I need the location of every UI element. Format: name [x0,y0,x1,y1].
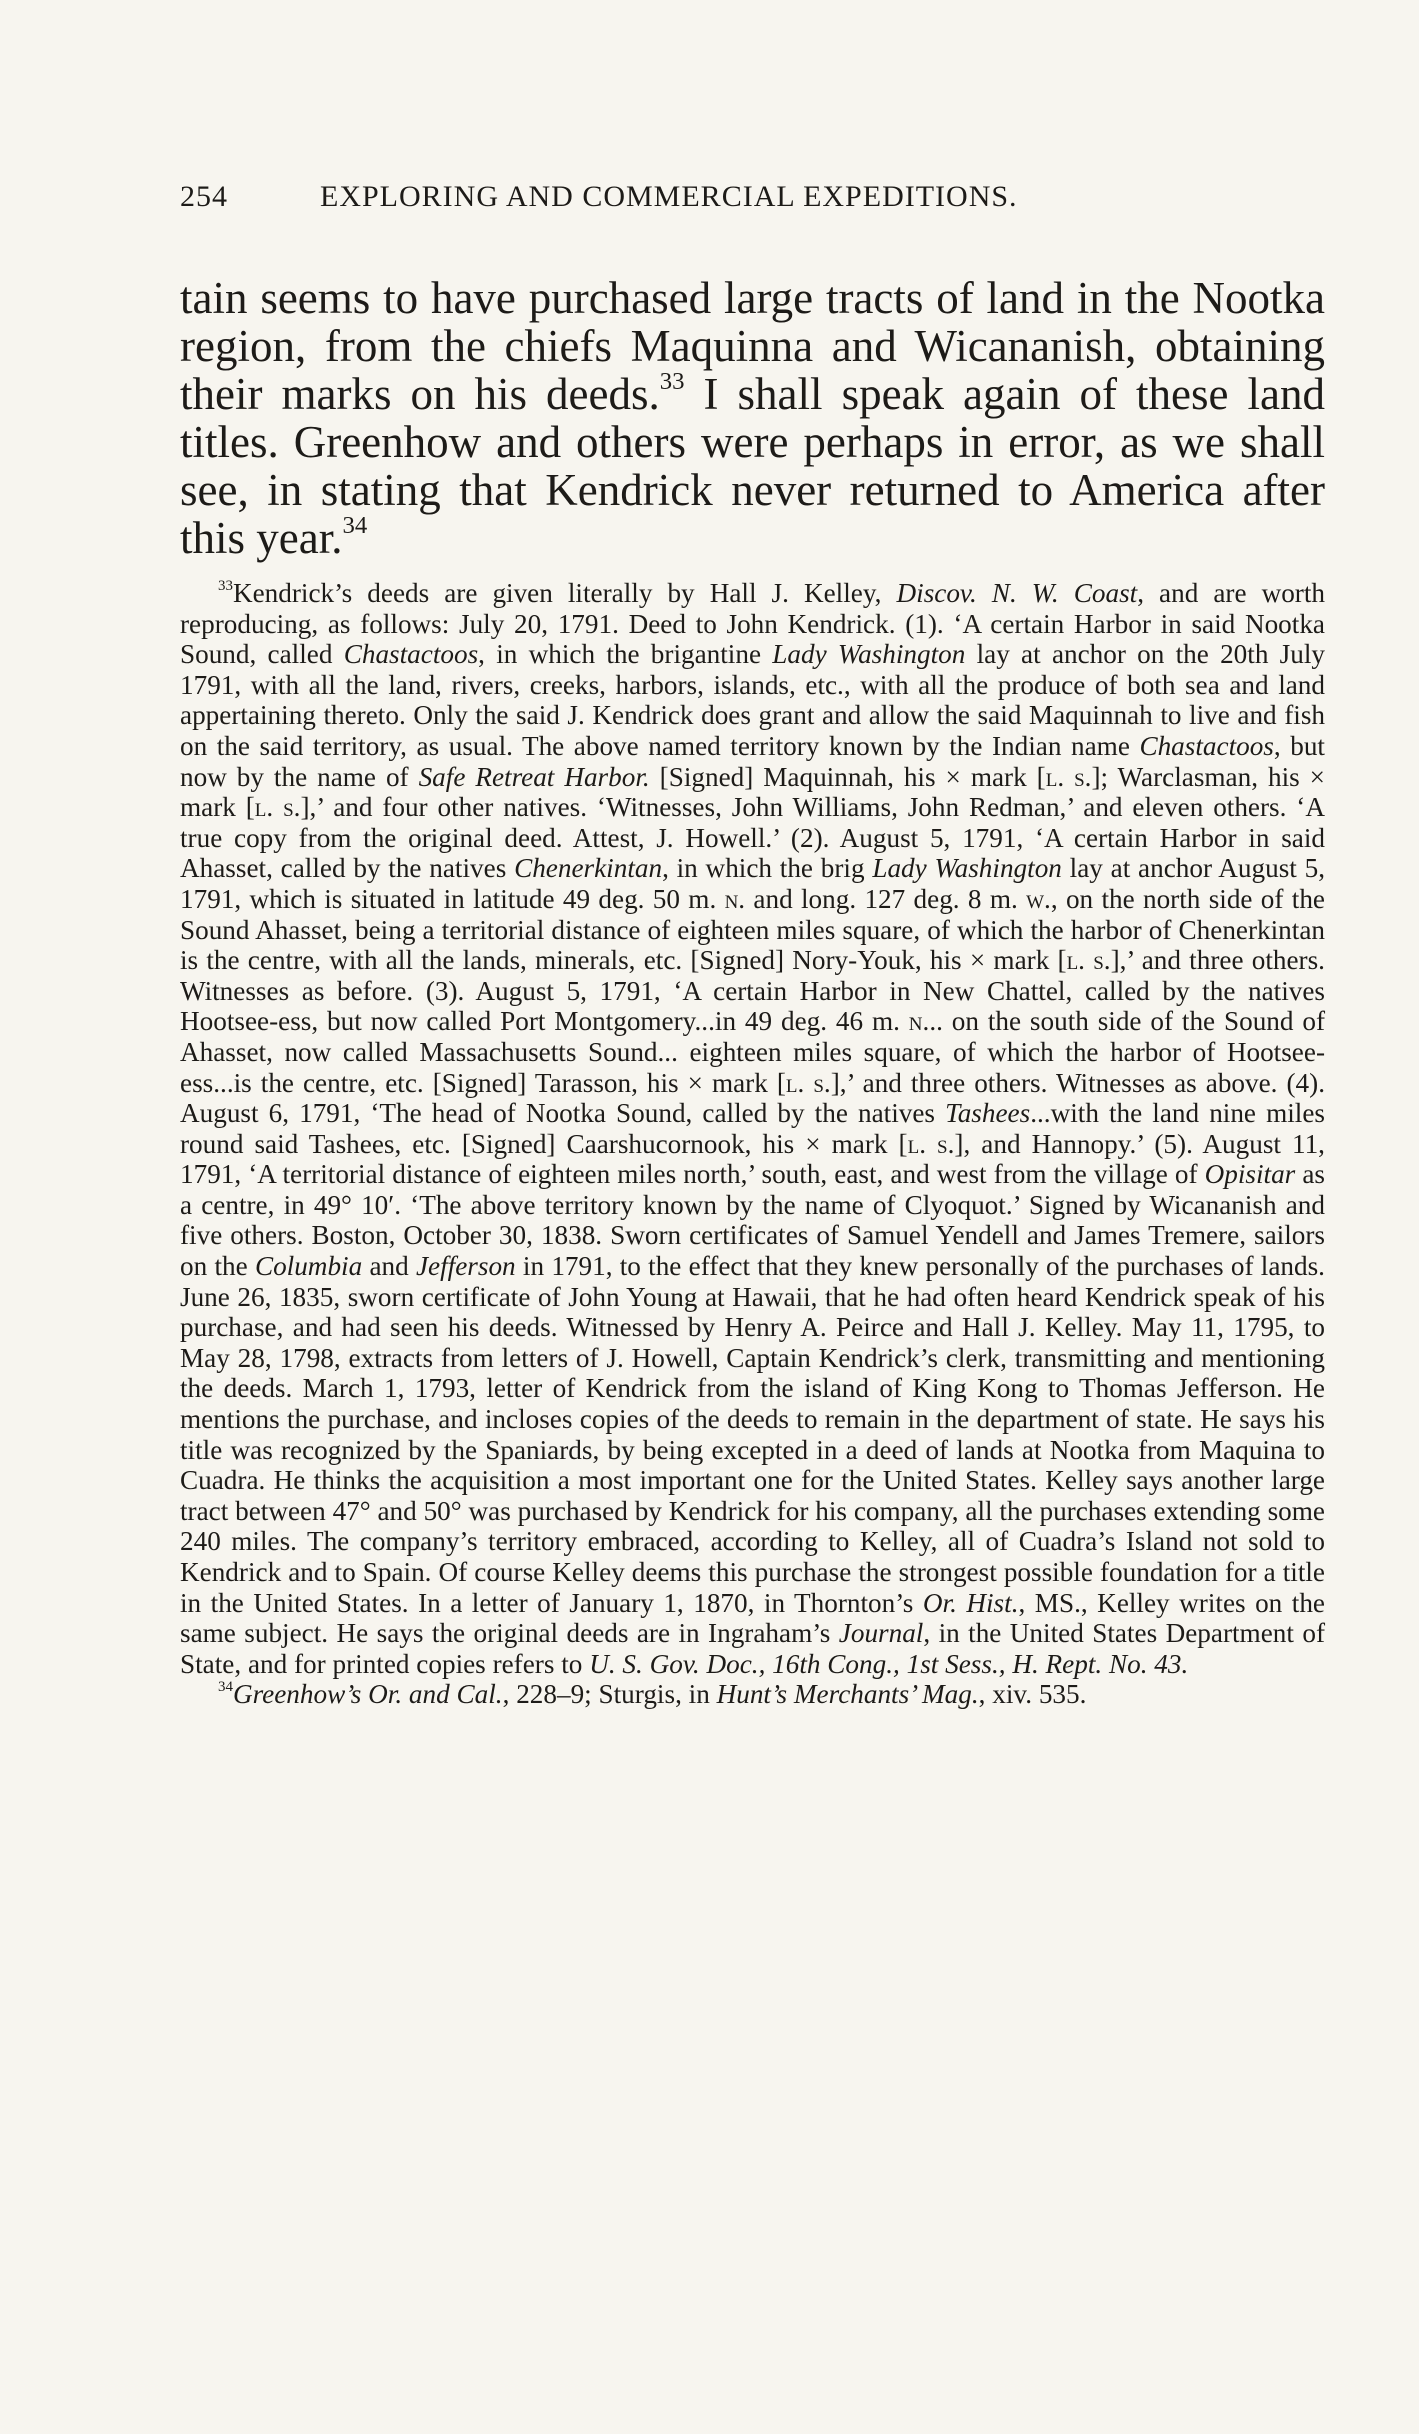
note-marker: 34 [342,512,368,540]
footnote-34 [180,1679,1325,1710]
italic-run: Tashees [945,1098,1031,1129]
italic-run: Columbia [254,1251,363,1282]
small-caps-run: n. [724,883,746,914]
text-run: lay at anchor August 5, 1791, which is situated in latitude 49 deg. 50 m. [180,853,1326,914]
italic-run: Jefferson [415,1251,516,1282]
text-run: as a centre, in 49° 10′. ‘The above territory known by the name of Clyoquot.’ Signed by Wicananish and five others. Boston, October 30, 1838. Sworn certificates of Samuel Yendell and James Tremere, sailors on the [180,1159,1325,1282]
note-marker: 33 [218,578,233,595]
text-run: and long. 127 deg. 8 m. [745,883,1027,914]
text-run: [Signed] Maquinnah, his × mark [ [649,761,1046,792]
text-run: ]; Warclasman, his × mark [ [180,761,1325,823]
text-run: , 228–9; Sturgis, in [502,1679,717,1710]
text-run: , in which the brig [662,853,873,884]
italic-run: Lady Washington [872,853,1062,884]
text-run: Kendrick’s deeds are given literally by Hall J. Kelley, [232,578,897,608]
running-head [180,180,1325,220]
text-run: and [362,1251,416,1282]
text-run: tain seems to have purchased large tracts of land in the Nootka region, from the chiefs Maquinna and Wicananish, obtaining their marks on his deeds. [180,273,1325,419]
small-caps-run: l. s. [254,792,301,823]
text-run: , and are worth reproducing, as follows: July 20, 1791. Deed to John Kendrick. (1). ‘A certain Harbor in said Nootka Sound, called [180,578,1325,670]
italic-run: Or. Hist. [922,1587,1019,1618]
text-run: ],’ and three others. Witnesses as before. (3). August 5, 1791, ‘A certain Harbor in New Chattel, called by the natives Hootsee-ess, but now called Port Montgomery...in 49 deg. 46 m. [180,945,1325,1037]
italic-run: Opisitar [1204,1159,1296,1190]
small-caps-run: n. [908,1006,930,1037]
small-caps-run: l. s. [1066,945,1111,976]
italic-run: Journal [838,1618,924,1649]
text-run: in 1791, to the effect that they knew personally of the purchases of lands. June 26, 1835, sworn certificate of John Young at Hawaii, that he had often heard Kendrick speak of his purchase, and had seen his deeds. Witnessed by Henry A. Peirce and Hall J. Kelley. May 11, 1795, to May 28, 1798, extracts from letters of J. Howell, Captain Kendrick’s clerk, transmitting and mentioning the deeds. March 1, 1793, letter of Kendrick from the island of King Kong to Thomas Jefferson. He mentions the purchase, and incloses copies of the deeds to remain in the department of state. He says his title was recognized by the Spaniards, by being excepted in a deed of lands at Nootka from Maquina to Cuadra. He thinks the acquisition a most important one for the United States. Kelley says another large tract between 47° and 50° was purchased by Kendrick for his company, all the purchases extending some 240 miles. The company’s territory embraced, according to Kelley, all of Cuadra’s Island not sold to Kendrick and to Spain. Of course Kelley deems this purchase the strongest possible foundation for a title in the United States. In a letter of January 1, 1870, in Thornton’s [180,1251,1325,1618]
text-run: ],’ and three others. Witnesses as above. (4). August 6, 1791, ‘The head of Nootka Sound, called by the natives [180,1067,1325,1129]
note-marker: 34 [218,1679,233,1696]
text-run: .. on the south side of the Sound of Ahasset, now called Massachusetts Sound... eighteen miles square, of which the harbor of Hootsee-ess...is the centre, etc. [Signed] Tarasson, his × mark [ [180,1006,1325,1098]
text-run: I shall speak again of these land titles. Greenhow and others were perhaps in error, as we shall see, in stating that Kendrick never returned to America after this year. [180,369,1325,563]
small-caps-run: l. s. [1045,761,1092,792]
text-run: , xiv. 535. [978,1679,1087,1710]
footnotes [180,578,1325,1710]
text-run: , in which the brigantine [478,639,773,670]
italic-run: Hunt’s Merchants’ Mag. [716,1679,979,1710]
text-run: , on the north side of the Sound Ahasset, being a territorial distance of eighteen miles square, of which the harbor of Chenerkintan is the centre, with all the lands, minerals, etc. [Signed] Nory-Youk, his × mark [ [180,883,1325,976]
small-caps-run: l. s. [907,1128,955,1159]
text-run: ...with the land nine miles round said Tashees, etc. [Signed] Caarshucornook, his × mark [ [180,1098,1325,1159]
italic-run: Chastactoos [343,639,479,670]
text-run: , in the United States Department of State, and for printed copies refers to [180,1618,1325,1679]
page-number: 254 [180,180,228,213]
book-page [180,180,1325,1710]
text-run: ],’ and four other natives. ‘Witnesses, John Williams, John Redman,’ and eleven others. ‘A true copy from the original deed. Attest, J. Howell.’ (2). August 5, 1791, ‘A certain Harbor in said Ahasset, called by the natives [180,792,1325,884]
italic-run: U. S. Gov. Doc., 16th Cong., 1st Sess., H. Rept. No. 43. [589,1648,1189,1679]
running-title: EXPLORING AND COMMERCIAL EXPEDITIONS. [320,180,1018,213]
italic-run: Greenhow’s Or. and Cal. [232,1679,503,1710]
note-marker: 33 [659,368,685,396]
text-run: , but now by the name of [180,730,1325,792]
text-run: ], and Hannopy.’ (5). August 11, 1791, ‘A territorial distance of eighteen miles north,’ south, east, and west from the village of [180,1128,1325,1190]
italic-run: Chenerkintan [514,853,663,884]
text-run: , MS., Kelley writes on the same subject. He says the original deeds are in Ingraham’s [180,1587,1325,1649]
italic-run: Safe Retreat Harbor. [418,761,650,792]
italic-run: Discov. N. W. Coast [896,578,1138,608]
italic-run: Lady Washington [772,639,966,670]
small-caps-run: l. s. [785,1067,831,1098]
text-run: lay at anchor on the 20th July 1791, with all the land, rivers, creeks, harbors, islands, etc., with all the produce of both sea and land appertaining thereto. Only the said J. Kendrick does grant and allow the said Maquinnah to live and fish on the said territory, as usual. The above named territory known by the Indian name [180,639,1325,761]
main-text [180,274,1325,562]
footnote-33 [180,578,1325,1679]
small-caps-run: w. [1026,883,1051,914]
main-paragraph [180,274,1325,562]
italic-run: Chastactoos [1139,730,1274,761]
